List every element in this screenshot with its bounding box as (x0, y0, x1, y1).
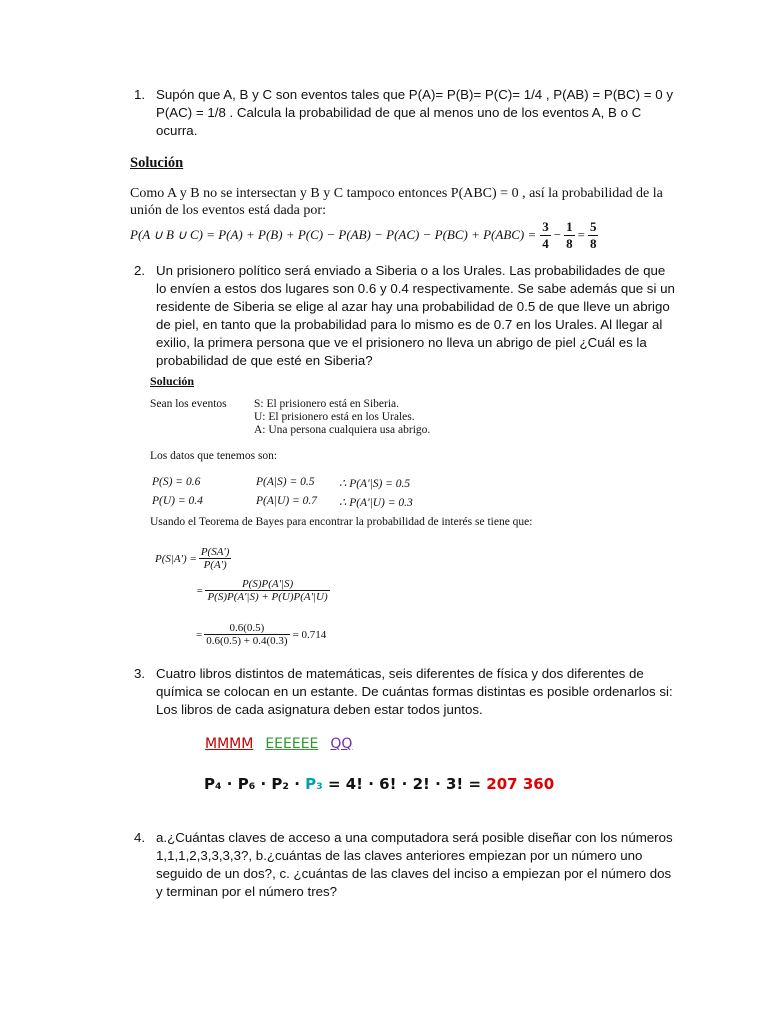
numerator: P(S)P(A'|S) (205, 578, 329, 591)
chemistry-books-group: QQ (330, 736, 353, 752)
fraction (588, 219, 599, 252)
fraction (205, 578, 329, 603)
numerator: 0.6(0.5) (204, 622, 289, 635)
bayes-step-2 (196, 578, 330, 603)
bayes-lhs: P(S|A') = (155, 552, 197, 565)
question-number: 3. (134, 666, 146, 681)
question-1 (134, 86, 676, 140)
question-text-line: Supón que A, B y C son eventos tales que P(A)= P(B)= P(C)= 1/4 , P(AB) = P(BC) = 0 y (156, 87, 673, 102)
bayes-step-1 (155, 546, 231, 571)
question-text-line: y terminan por el número tres? (156, 884, 338, 899)
solution-text-line: unión de los eventos está dada por: (130, 203, 326, 218)
question-2 (134, 262, 676, 370)
question-4 (134, 829, 676, 901)
solution-heading: Solución (130, 155, 184, 171)
solution-heading: Solución (150, 374, 195, 388)
prob-s: P(S) = 0.6 (152, 476, 201, 488)
fraction (540, 219, 551, 252)
prob-not-a-given-u: ∴ P(A'|U) = 0.3 (339, 497, 413, 509)
permutation-expression (204, 775, 554, 793)
question-text-line: Cuatro libros distintos de matemáticas, seis diferentes de física y dos diferentes de (156, 666, 644, 681)
expression-middle: = 4! · 6! · 2! · 3! = (322, 775, 482, 793)
data-label: Los datos que tenemos son: (150, 450, 278, 462)
denominator: 4 (542, 235, 549, 251)
bayes-step-3 (196, 622, 326, 647)
question-number: 2. (134, 263, 146, 278)
question-text-line: Los libros de cada asignatura deben estar todos juntos. (156, 702, 483, 717)
prob-a-given-s: P(A|S) = 0.5 (256, 476, 315, 488)
question-text-line: a.¿Cuántas claves de acceso a una computadora será posible diseñar con los números (156, 830, 673, 845)
question-text-line: de piel, en tanto que la probabilidad para lo mismo es de 0.7 en los Urales. Al llegar al (156, 317, 663, 332)
question-text-line: seguido de un dos?, c. ¿cuántas de las claves del inciso a empiezan por el número dos (156, 866, 672, 881)
book-groups (205, 736, 352, 752)
question-text-line: ocurra. (156, 123, 198, 138)
question-text-line: exilio, la primera persona que ve el prisionero no lleva un abrigo de piel ¿Cuál es la (156, 335, 647, 350)
event-s: S: El prisionero está en Siberia. (254, 398, 399, 410)
numerator: 1 (566, 218, 573, 234)
fraction (564, 219, 575, 252)
question-3 (134, 665, 676, 719)
equals-sign: = (196, 628, 203, 641)
denominator: P(A') (203, 559, 227, 571)
union-formula (130, 218, 598, 252)
denominator: 0.6(0.5) + 0.4(0.3) (206, 635, 288, 647)
physics-books-group: EEEEEE (265, 736, 319, 752)
prob-a-given-u: P(A|U) = 0.7 (256, 495, 318, 507)
numerator: P(SA') (200, 546, 230, 558)
equals-sign: = (577, 227, 585, 242)
events-label: Sean los eventos (150, 398, 227, 410)
denominator: P(S)P(A'|S) + P(U)P(A'|U) (207, 591, 328, 603)
question-number: 4. (134, 830, 146, 845)
question-number: 1. (134, 87, 146, 102)
bayes-result: = 0.714 (292, 628, 327, 641)
prob-u: P(U) = 0.4 (152, 495, 203, 507)
numerator: 5 (589, 218, 597, 234)
p3-term: P₃ (305, 775, 323, 793)
denominator: 8 (566, 235, 573, 251)
event-u: U: El prisionero está en los Urales. (254, 411, 415, 423)
question-text-line: lo envíen a estos dos lugares son 0.6 y 0.4 respectivamente. Se sabe además que si un (156, 281, 675, 296)
fraction (199, 546, 232, 571)
question-text-line: residente de Siberia se elige al azar hay una probabilidad de 0.5 de que lleve un abrigo (156, 299, 670, 314)
expression-prefix: P₄ · P₆ · P₂ · (204, 775, 300, 793)
bayes-label: Usando el Teorema de Bayes para encontrar la probabilidad de interés se tiene que: (150, 516, 533, 528)
numerator: 3 (542, 218, 549, 234)
question-text-line: química se colocan en un estante. De cuántas formas distintas es posible ordenarlos si: (156, 684, 673, 699)
question-text-line: 1,1,1,2,3,3,3,3?, b.¿cuántas de las claves anteriores empiezan por un número uno (156, 848, 643, 863)
equals-sign: = (196, 584, 204, 597)
question-text-line: probabilidad de que esté en Siberia? (156, 353, 373, 368)
event-a: A: Una persona cualquiera usa abrigo. (254, 424, 431, 436)
question-text-line: Un prisionero político será enviado a Siberia o a los Urales. Las probabilidades de que (156, 263, 666, 278)
denominator: 8 (589, 235, 597, 251)
fraction (204, 622, 289, 647)
formula-expression: P(A ∪ B ∪ C) = P(A) + P(B) + P(C) − P(AB) − P(AC) − P(BC) + P(ABC) = (130, 227, 537, 242)
question-text-line: P(AC) = 1/8 . Calcula la probabilidad de que al menos uno de los eventos A, B o C (156, 105, 642, 120)
math-books-group: MMMM (205, 736, 254, 752)
permutation-result: 207 360 (486, 775, 555, 793)
solution-text-line: Como A y B no se intersectan y B y C tampoco entonces P(ABC) = 0 , así la probabilidad de la (130, 186, 663, 201)
prob-not-a-given-s: ∴ P(A'|S) = 0.5 (339, 478, 411, 490)
minus-sign: − (553, 227, 562, 242)
